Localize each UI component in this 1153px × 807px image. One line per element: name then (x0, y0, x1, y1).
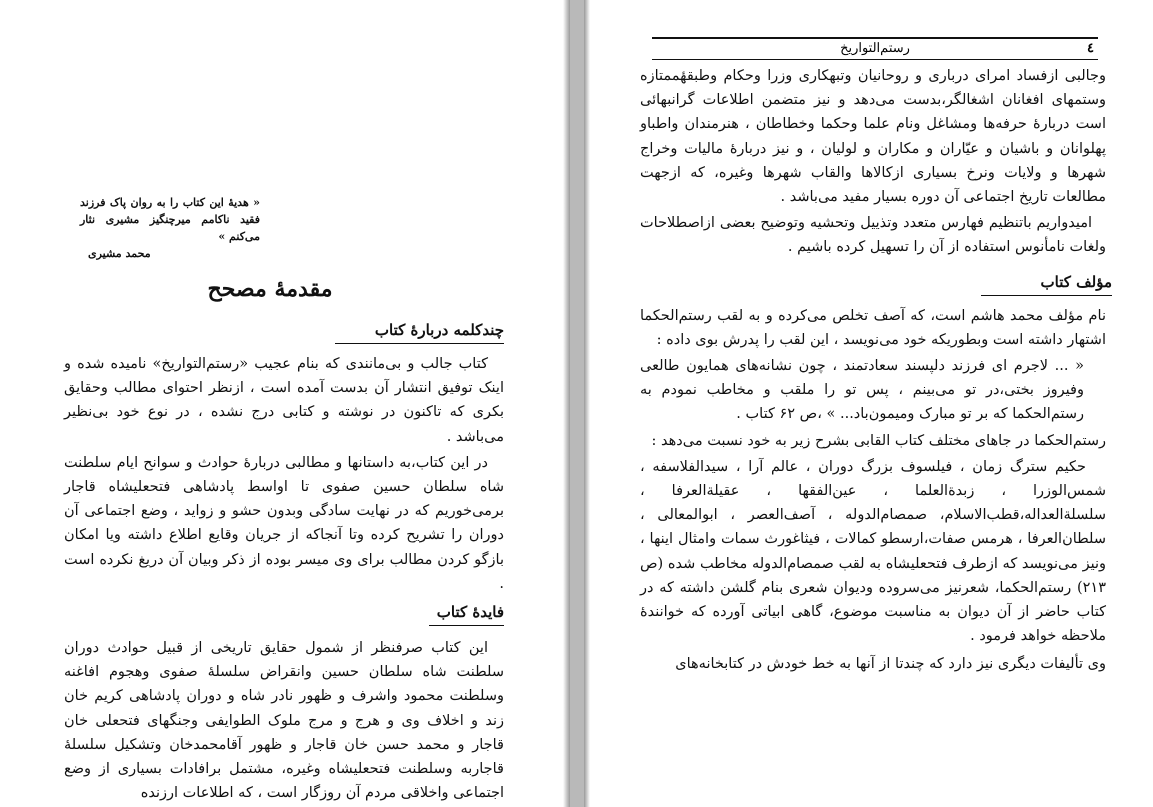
dedication-signature: محمد مشیری (88, 247, 151, 260)
benefit-paragraph-1: این کتاب صرفنظر از شمول حقایق تاریخی از قبیل حوادث دوران سلطنت شاه سلطان حسین وانقراض سلسلهٔ صفوی وهجوم افاغنه وسلطنت محمود واشرف و ظهور نادر شاه و دوران پادشاهی کریم خان زند و اخلاف وی و هرج و مرج ملوک الطوایفی وجنگهای فتحعلی خان قاجار و محمد حسن خان قاجار و ظهور آقامحمدخان وتشکیل سلسلهٔ قاجاربه وسلطنت فتحعلیشاه وغیره، مشتمل برافادات بسیاری از وضع اجتماعی واخلاقی مردم آن روزگار است ، که اطلاعات ارزنده (64, 640, 504, 802)
section-heading-benefit: فایدهٔ کتاب (429, 600, 504, 626)
author-quote: « ... لاجرم ای فرزند دلپسند سعادتمند ، چون نشانه‌های همایون طالعی وفیروز بختی،در تو می‌بینم ، پس تو را ملقب و مخاطب نمودم به رستم‌الحکما که بر تو مبارک ومیمون‌باد... » ،ص ۶۲ کتاب . (640, 358, 1084, 423)
page-right (584, 0, 1153, 807)
running-header (652, 37, 1098, 60)
author-paragraph-2: رستم‌الحکما در جاهای مختلف کتاب القابی بشرح زیر به خود نسبت می‌دهد : (651, 432, 1106, 449)
running-header-title: رستم‌التواریخ (840, 41, 910, 56)
section-heading-about-book: چندکلمه دربارهٔ کتاب (335, 318, 504, 344)
gutter-shadow-left (563, 0, 570, 807)
book-paragraph-1: کتاب جالب و بی‌مانندی که بنام عجیب «رستم‌التواریخ» نامیده شده و اینک توفیق انتشار آن بدست آمده است ، ازنظر احتوای مطالب وحقایق بکری که تاکنون در نوشته و کتابی درج نشده ، در نوع خود بی‌نظیر می‌باشد . (64, 356, 504, 445)
page-left (0, 0, 570, 807)
book-paragraph-2: در این کتاب،به داستانها و مطالبی دربارهٔ حوادث و سوانح ایام سلطنت شاه سلطان حسین صفوی تا اواسط پادشاهی فتحعلیشاه قاجار برمی‌خوریم که در نهایت سادگی وبدون حشو و زواید ، وضع اجتماعی آن دوران را تشریح کرده وتا آنجاکه از جریان وقایع اطلاع داشته ویا امکان بازگو کردن مطالب برای وی میسر بوده از ذکر وبیان آن دریغ نکرده است . (64, 454, 504, 592)
author-heading-wrap (640, 270, 1112, 296)
dedication-text: « هدیهٔ این کتاب را به روان پاک فرزند فقید ناکامم میرچنگیز مشیری نثار می‌کنم » (80, 196, 260, 243)
page-number: ٤ (1087, 41, 1094, 56)
author-paragraph-3: وی تألیفات دیگری نیز دارد که چندتا از آنها به خط خودش در کتابخانه‌های (675, 656, 1106, 673)
author-paragraph-1: نام مؤلف محمد هاشم است، که آصف تخلص می‌کرده و به لقب رستم‌الحکما اشتهار داشته است وبطوریکه خود می‌نویسد ، این لقب را پدرش بوی داده : (640, 307, 1106, 348)
author-titles-paragraph: حکیم سترگ زمان ، فیلسوف بزرگ دوران ، عالم آرا ، سیدالفلاسفه ، شمس‌الوزرا ، زبدةالعلما ، عین‌الفقها ، عقیلةالعرفا ، سلسلةالعداله،قطب‌الاسلام، صمصام‌الدوله ، آصف‌العصر ، ابوالمعالی ، سلطان‌العرفا ، هرمس صفات،ارسطو کمالات ، فیثاغورث سمات وامثال اینها ، ونیز می‌نویسد که ازطرف فتحعلیشاه به لقب صمصام‌الدوله مخاطب شده (ص ۲۱۳) رستم‌الحکما، شعرنیز می‌سروده ودیوان شعری بنام گلشن داشته که در کتاب حاضر از آن دیوان به مناسبت موضوع، گاهی ابیاتی آورده که خوانندهٔ ملاحظه خواهد فرمود . (640, 458, 1106, 645)
benefit-heading-wrap (64, 600, 504, 626)
intro-paragraph-2: امیدواریم باتنظیم فهارس متعدد وتذییل وتحشیه وتوضیح بعضی ازاصطلاحات ولغات نامأنوس استفاده از آن را تسهیل کرده باشیم . (640, 215, 1106, 256)
intro-paragraph-1: وجالبی ازفساد امرای درباری و روحانیان وتبهکاری وزرا وحکام وطبقهٔممتازه وستمهای افغانان اشغالگر،بدست می‌دهد و نیز متضمن اطلاعات گرانبهائی است دربارهٔ حرفه‌ها ومشاغل ونام علما وحکما وخطاطان ، هنرمندان واطباو پهلوانان و باشیان و عیّاران و مکاران و لولیان ، و نیز دربارهٔ مالیات وخراج شهرها و ولایات ونرخ بسیاری ازکالاها والقاب شهرها وغیره، که ازجهت مطالعات تاریخ اجتماعی آن دوره بسیار مفید می‌باشد . (640, 68, 1106, 206)
right-text-block (640, 64, 1112, 677)
page-title: مقدمهٔ مصحح (207, 276, 333, 302)
dedication (80, 194, 260, 262)
section-heading-author: مؤلف کتاب (981, 270, 1112, 296)
gutter-shadow-right (584, 0, 590, 807)
left-text-block (64, 318, 504, 805)
book-heading-wrap (64, 318, 504, 344)
